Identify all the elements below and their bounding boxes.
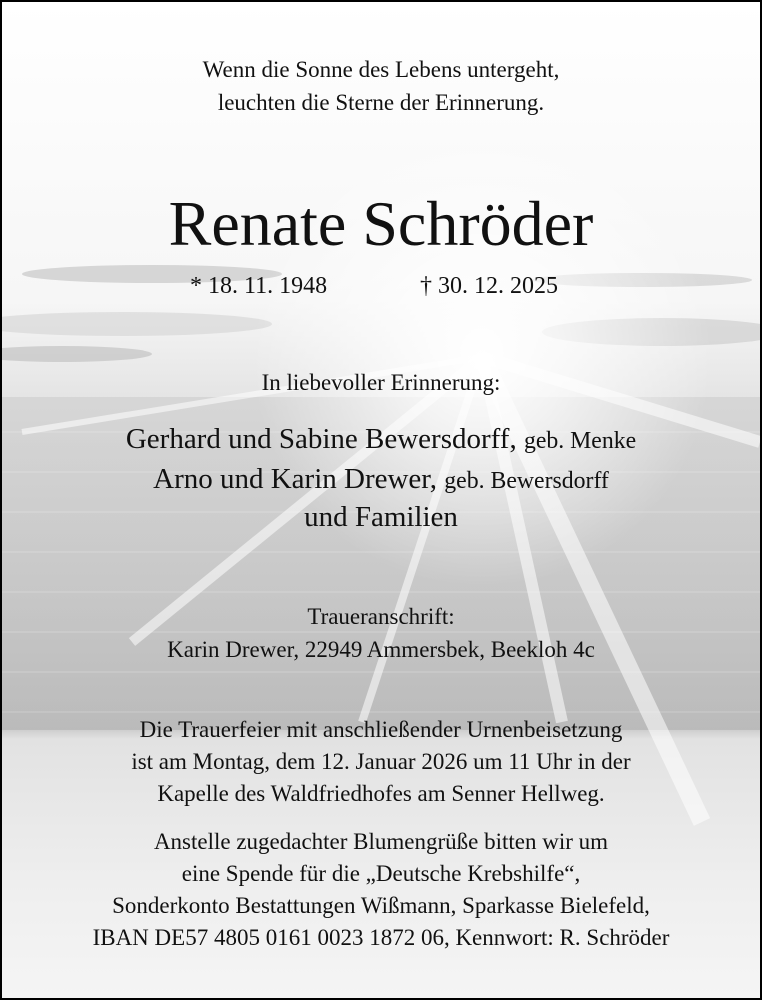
address-value: Karin Drewer, 22949 Ammersbek, Beekloh 4c bbox=[167, 637, 595, 662]
address-label: Traueranschrift: bbox=[307, 604, 455, 629]
service-line-2: ist am Montag, dem 12. Januar 2026 um 11 Uhr in der bbox=[131, 749, 631, 774]
quote-line-2: leuchten die Sterne der Erinnerung. bbox=[217, 90, 545, 115]
mourner-family-3: und Familien bbox=[304, 501, 458, 533]
mourner-family-2-names: Arno und Karin Drewer, bbox=[153, 463, 438, 495]
mourner-family-1-nee: geb. Menke bbox=[523, 428, 637, 454]
mourner-family-2-nee: geb. Bewersdorff bbox=[444, 468, 609, 494]
donation-line-4: IBAN DE57 4805 0161 0023 1872 06, Kennwort: R. Schröder bbox=[92, 925, 670, 950]
service-line-3: Kapelle des Waldfriedhofes am Senner Hellweg. bbox=[157, 781, 605, 806]
mourners-heading: In liebevoller Erinnerung: bbox=[261, 370, 501, 395]
death-date: † 30. 12. 2025 bbox=[420, 273, 558, 299]
mourner-family-1-names: Gerhard und Sabine Bewersdorff, bbox=[125, 423, 517, 455]
donation-line-3: Sonderkonto Bestattungen Wißmann, Sparkasse Bielefeld, bbox=[112, 893, 650, 918]
deceased-name: Renate Schröder bbox=[168, 188, 594, 259]
mourner-family-2 bbox=[2, 465, 760, 494]
service-line-1: Die Trauerfeier mit anschließender Urnenbeisetzung bbox=[139, 717, 623, 742]
quote-line-1: Wenn die Sonne des Lebens untergeht, bbox=[202, 57, 560, 82]
birth-date: * 18. 11. 1948 bbox=[190, 273, 328, 299]
donation-line-2: eine Spende für die „Deutsche Krebshilfe“, bbox=[181, 861, 581, 886]
donation-line-1: Anstelle zugedachter Blumengrüße bitten wir um bbox=[153, 829, 609, 854]
mourner-family-1 bbox=[2, 425, 760, 454]
